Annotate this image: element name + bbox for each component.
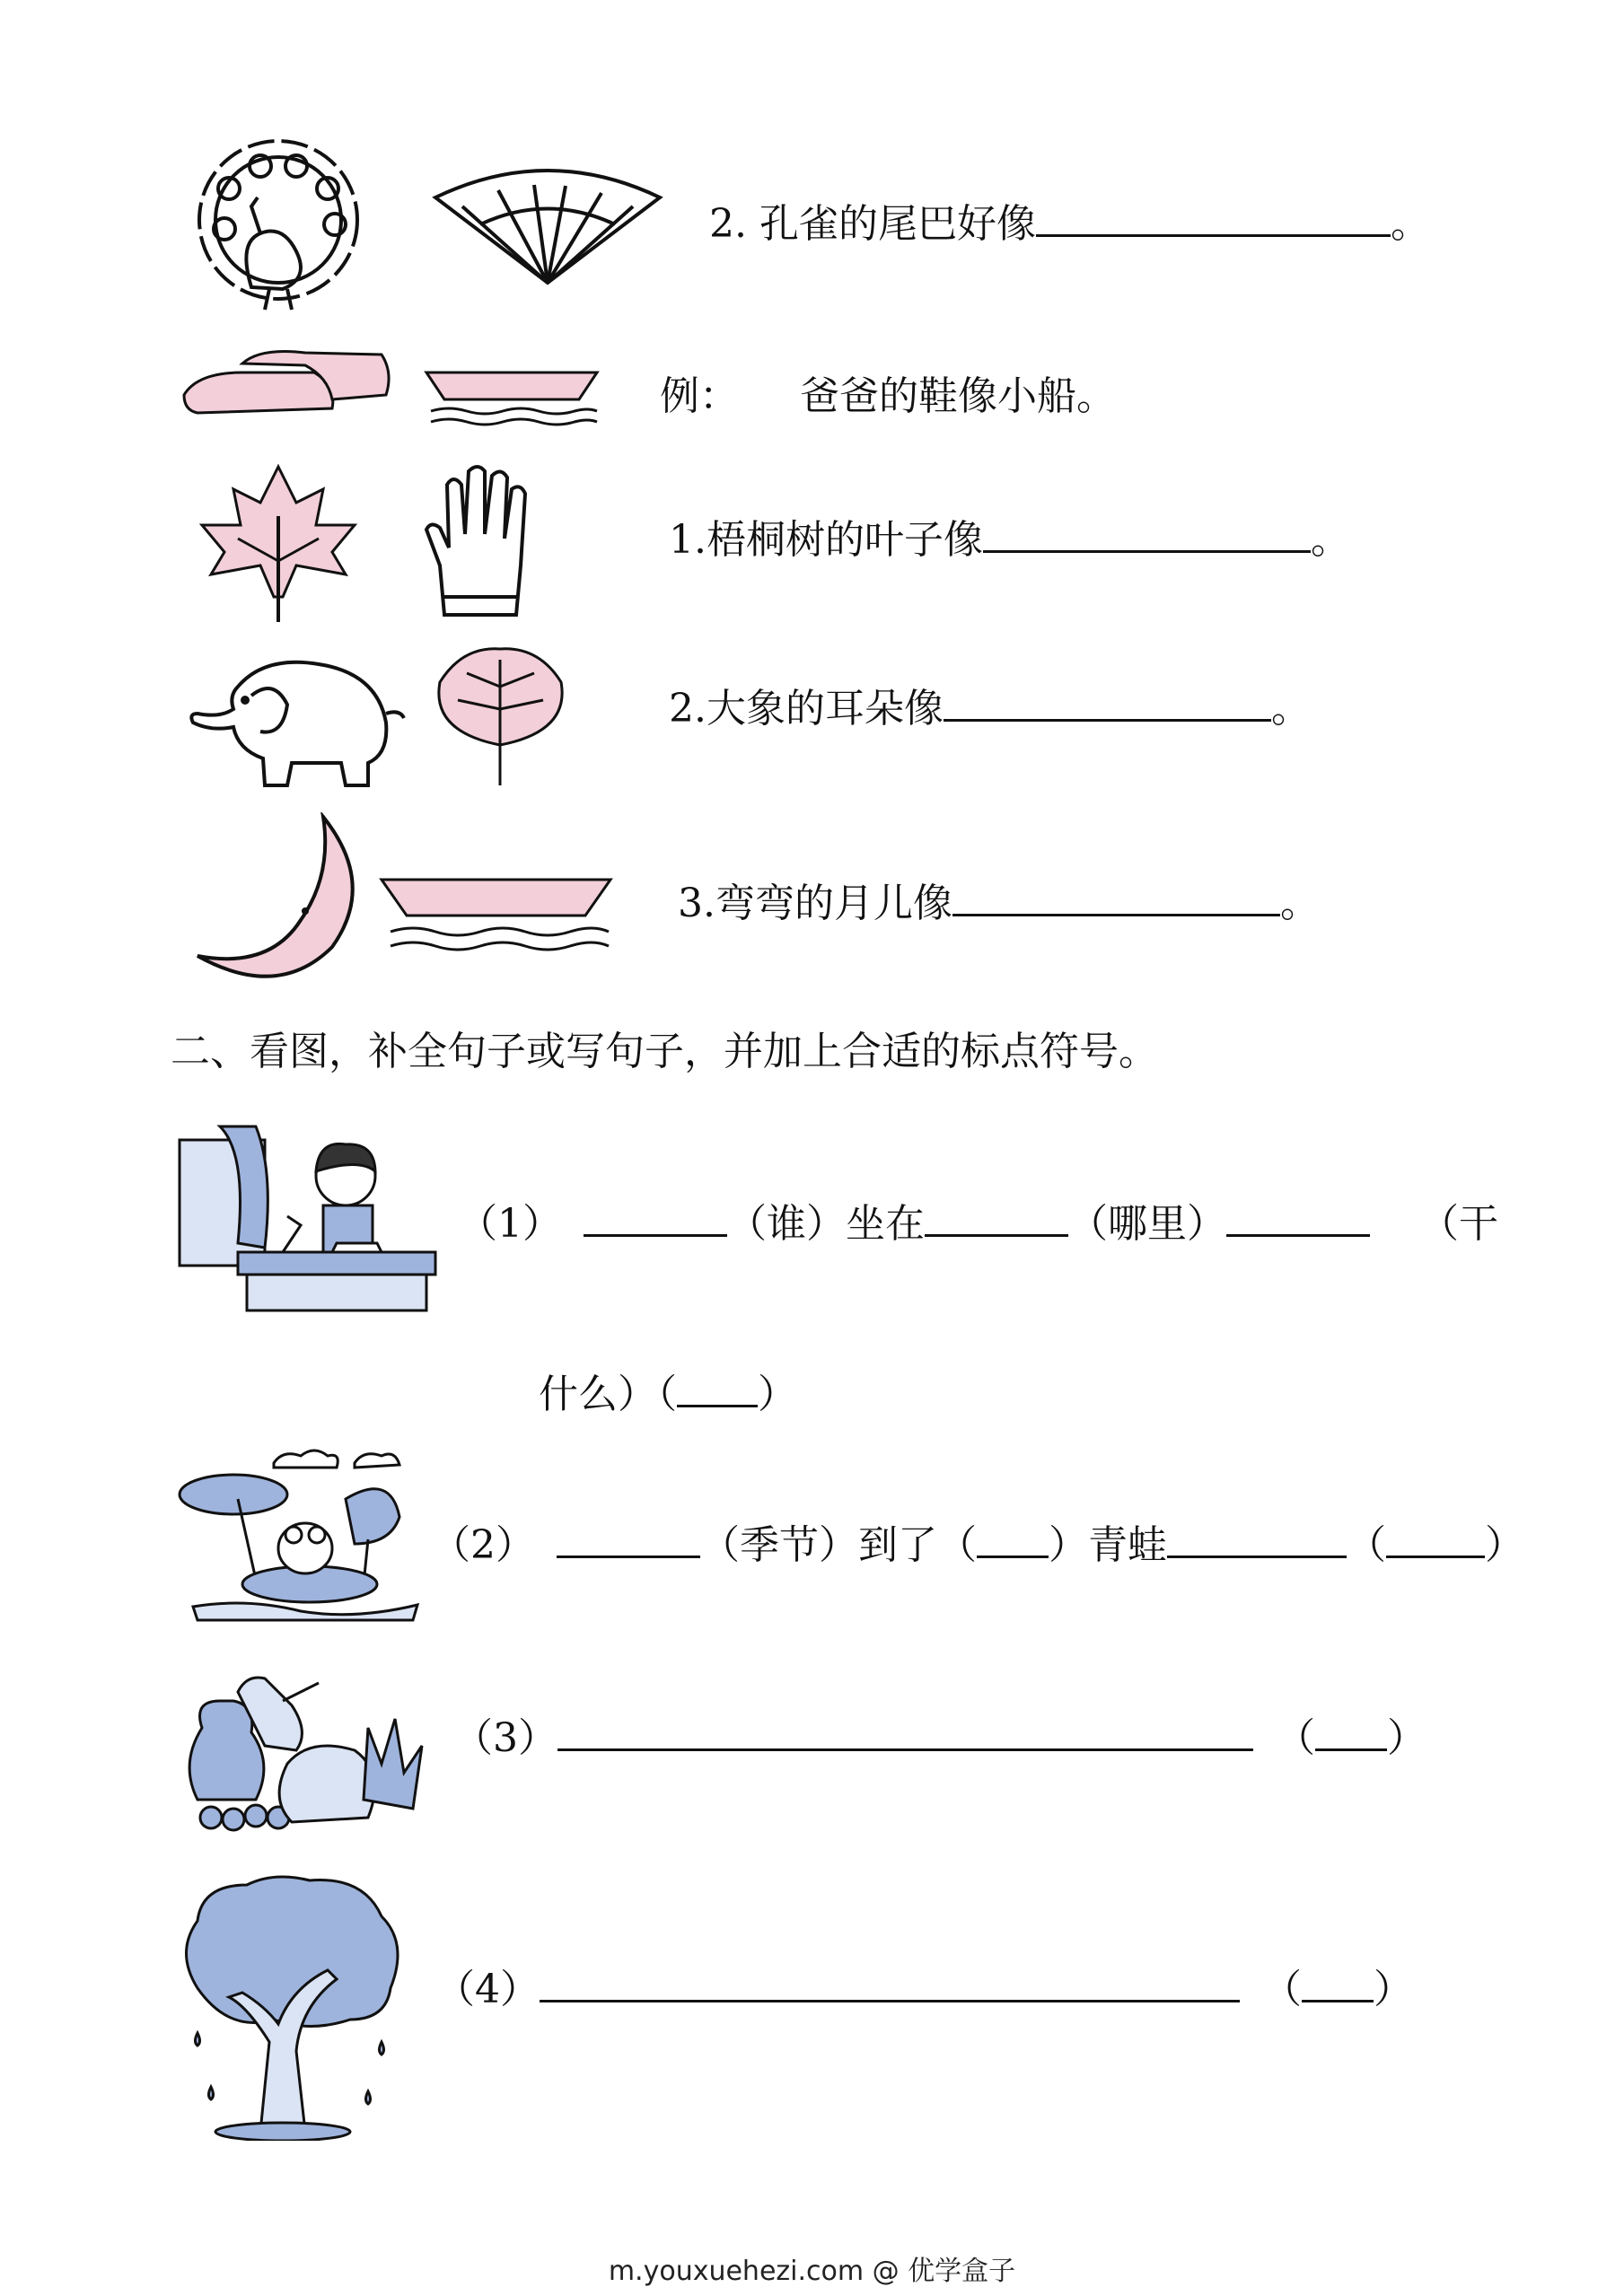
peacock-illustration	[175, 135, 382, 314]
sentence-2-punctuation-blank-1[interactable]	[977, 1555, 1049, 1558]
glove-illustration	[422, 458, 539, 619]
sentence-3-punctuation-blank[interactable]	[1315, 1748, 1387, 1751]
sentence-1-where-blank[interactable]	[925, 1234, 1068, 1237]
sentence-1-doing-label-end: 什么）（	[539, 1371, 677, 1417]
question-1-number: 1.	[669, 517, 707, 563]
top-question-number: 2.	[709, 201, 747, 247]
fan-illustration	[426, 153, 669, 287]
question-2-blank[interactable]	[944, 719, 1271, 722]
sentence-3-answer-blank[interactable]	[557, 1748, 1253, 1751]
question-3-blank[interactable]	[952, 914, 1280, 916]
sentence-1-line-2	[539, 1371, 797, 1417]
sentence-3-line	[453, 1715, 1426, 1761]
question-3	[678, 881, 1320, 926]
sentence-1-number: （1）	[458, 1201, 562, 1247]
sentence-2-season-label: （季节）到了（	[700, 1522, 977, 1568]
crescent-moon-illustration	[189, 812, 368, 992]
top-answer-blank[interactable]	[1036, 234, 1391, 237]
question-1-blank[interactable]	[983, 550, 1311, 553]
example-sentence: 爸爸的鞋像小船。	[800, 373, 1116, 419]
question-1-end: 。	[1310, 517, 1350, 563]
footer-watermark: m.youxuehezi.com @ 优学盒子	[608, 2256, 1016, 2287]
sentence-2-punctuation-blank-2[interactable]	[1386, 1555, 1485, 1558]
sentence-1-who-label: （谁）坐在	[727, 1201, 925, 1247]
question-1-text: 梧桐树的叶子像	[706, 517, 983, 563]
sentence-4-close: ）	[1374, 1967, 1413, 2012]
frog-lotus-illustration	[175, 1445, 431, 1625]
question-2	[669, 686, 1311, 732]
top-question	[709, 201, 1430, 247]
question-3-text: 弯弯的月儿像	[715, 881, 952, 926]
top-question-end: 。	[1390, 201, 1430, 247]
sentence-1-doing-label-start: （干	[1419, 1201, 1498, 1247]
example-line	[660, 373, 1116, 419]
round-leaf-illustration	[426, 642, 575, 790]
sentence-1-punctuation-blank[interactable]	[677, 1405, 758, 1407]
sentence-2-season-blank[interactable]	[557, 1555, 700, 1558]
sentence-4-open: （	[1262, 1967, 1302, 2012]
sentence-1-where-label: （哪里）	[1068, 1201, 1226, 1247]
maple-leaf-illustration	[198, 462, 359, 624]
section-2-title: 二、看图，补全句子或写句子，并加上合适的标点符号。	[171, 1029, 1158, 1074]
sentence-1-who-blank[interactable]	[584, 1234, 727, 1237]
sentence-4-punctuation-blank[interactable]	[1302, 2000, 1374, 2002]
example-label: 例：	[660, 373, 739, 419]
sentence-1-doing-blank[interactable]	[1226, 1234, 1370, 1237]
boy-studying-illustration	[175, 1117, 444, 1328]
boat-illustration	[377, 862, 615, 956]
sentence-2-number: （2）	[431, 1522, 535, 1568]
sentence-4-answer-blank[interactable]	[540, 2000, 1240, 2002]
sentence-3-number: （3）	[453, 1715, 557, 1761]
question-3-end: 。	[1279, 881, 1320, 926]
sentence-4-number: （4）	[435, 1967, 540, 2012]
sentence-2-frog-label: ）青蛙	[1049, 1522, 1167, 1568]
question-2-number: 2.	[669, 686, 707, 732]
crow-pitcher-illustration	[175, 1665, 440, 1845]
sentence-2-open: （	[1347, 1522, 1386, 1568]
sentence-2-frog-blank[interactable]	[1167, 1555, 1347, 1558]
question-2-text: 大象的耳朵像	[706, 686, 944, 732]
top-question-text: 孔雀的尾巴好像	[759, 201, 1036, 247]
sentence-3-open: （	[1276, 1715, 1315, 1761]
question-1	[669, 517, 1350, 563]
sentence-1-line-1	[458, 1201, 1498, 1247]
sentence-4-line	[435, 1967, 1413, 2012]
question-2-end: 。	[1270, 686, 1311, 732]
sentence-1-close: ）	[758, 1371, 797, 1417]
tree-rain-illustration	[175, 1871, 408, 2141]
elephant-illustration	[184, 651, 408, 790]
sentence-2-close: ）	[1485, 1522, 1524, 1568]
sentence-2-line	[431, 1522, 1524, 1568]
sentence-3-close: ）	[1387, 1715, 1426, 1761]
shoes-illustration	[180, 346, 395, 431]
question-3-number: 3.	[678, 881, 715, 926]
boat-illustration-example	[422, 359, 601, 431]
